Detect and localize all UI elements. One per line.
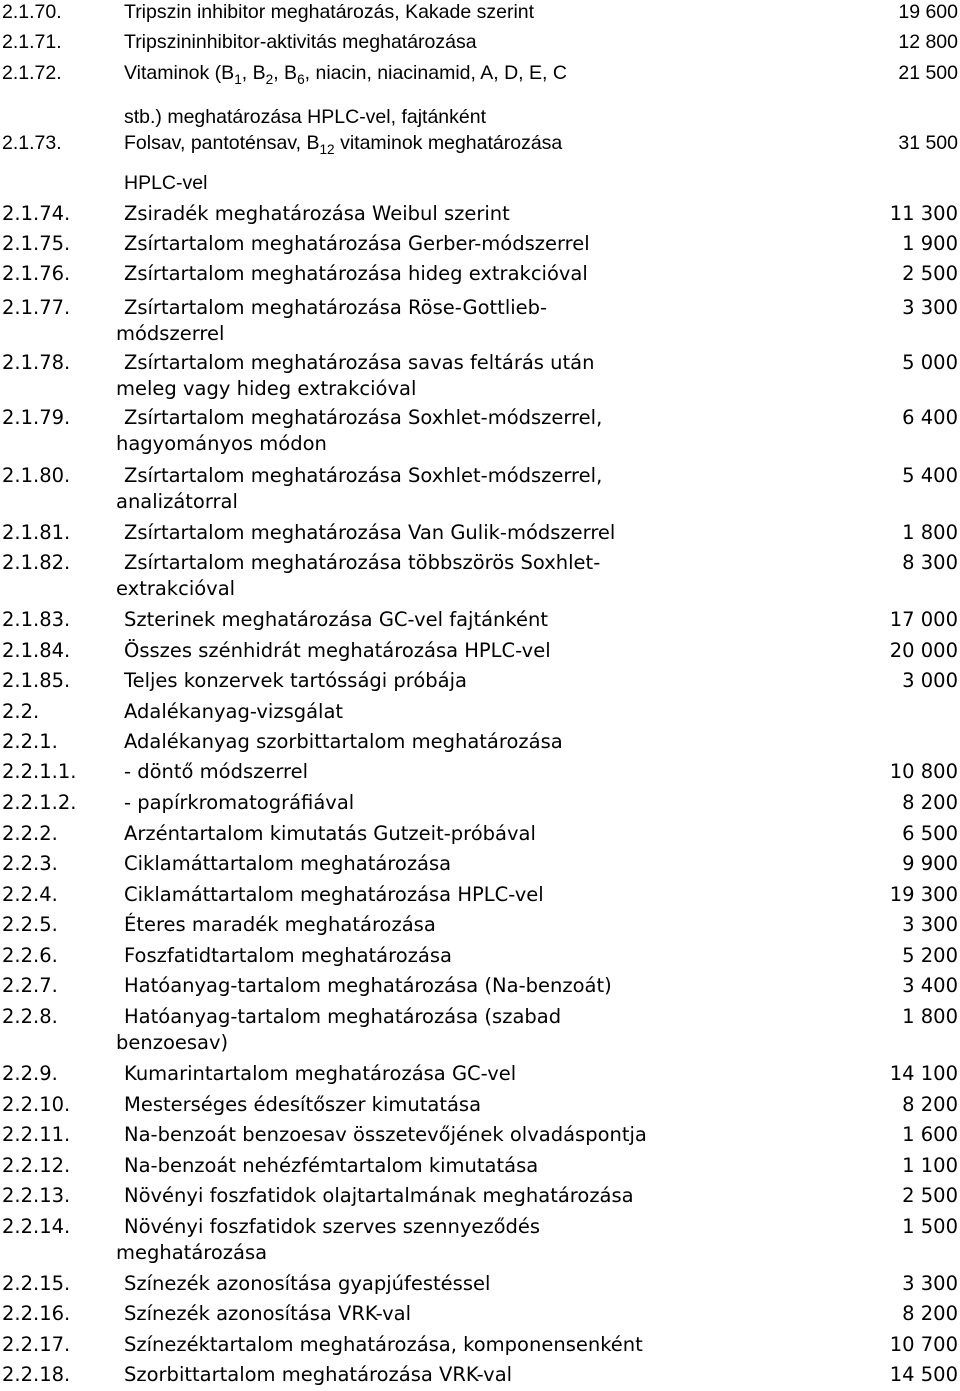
- item-description-line1: Színezéktartalom meghatározása, komponensenként: [124, 1333, 643, 1356]
- item-description: [124, 60, 684, 130]
- item-description-line1: Zsírtartalom meghatározása Röse-Gottlieb-: [124, 296, 548, 319]
- item-price: 1 100: [902, 1154, 958, 1177]
- item-number: 2.1.75.: [2, 232, 71, 255]
- item-number: 2.2.11.: [2, 1123, 71, 1146]
- item-description-line2: hagyományos módon: [116, 432, 327, 455]
- item-description-line2: benzoesav): [116, 1031, 229, 1054]
- item-description-line1: Színezék azonosítása gyapjúfestéssel: [124, 1272, 491, 1295]
- item-price: 6 500: [902, 822, 958, 845]
- item-description-line1: Mesterséges édesítőszer kimutatása: [124, 1093, 482, 1116]
- item-description-line2: meghatározása: [116, 1241, 268, 1264]
- item-description: [124, 638, 684, 664]
- item-price: 5 200: [902, 944, 958, 967]
- item-number: 2.1.81.: [2, 521, 71, 544]
- item-description: [124, 1061, 684, 1087]
- item-number: 2.2.13.: [2, 1184, 71, 1207]
- item-description: [124, 1153, 684, 1179]
- item-price: 19 600: [898, 1, 958, 23]
- item-description-line1: Növényi foszfatidok szerves szennyeződés: [124, 1215, 541, 1238]
- item-description: [116, 1004, 684, 1056]
- item-description: [124, 729, 684, 755]
- item-number: 2.1.82.: [2, 551, 71, 574]
- item-number: 2.2.1.: [2, 730, 58, 753]
- item-price: 11 300: [889, 202, 958, 225]
- item-description: [124, 261, 684, 287]
- item-description-line2: analizátorral: [116, 490, 238, 513]
- item-description: [124, 821, 684, 847]
- item-price: 31 500: [898, 132, 958, 154]
- item-price: 3 400: [902, 974, 958, 997]
- item-description-line1: Zsírtartalom meghatározása Gerber-módszerrel: [124, 232, 590, 255]
- item-description: [124, 882, 684, 908]
- item-description: [124, 1362, 684, 1388]
- item-price: 8 200: [902, 1093, 958, 1116]
- item-description: [124, 1183, 684, 1209]
- item-description: [124, 1122, 684, 1148]
- item-price: 19 300: [889, 883, 958, 906]
- item-number: 2.1.71.: [2, 31, 62, 53]
- item-description: [124, 943, 684, 969]
- item-number: 2.2.4.: [2, 883, 58, 906]
- item-description: [124, 520, 684, 546]
- item-price: 8 200: [902, 791, 958, 814]
- item-description-line1: Növényi foszfatidok olajtartalmának meghatározása: [124, 1184, 634, 1207]
- item-description: [124, 668, 684, 694]
- item-price: 6 400: [902, 406, 958, 429]
- item-price: 10 800: [889, 760, 958, 783]
- item-price: 20 000: [889, 639, 958, 662]
- item-description-line2: HPLC-vel: [124, 172, 208, 194]
- item-description-line1: Na-benzoát nehézfémtartalom kimutatása: [124, 1154, 539, 1177]
- item-description-line1: Zsírtartalom meghatározása savas feltárás után: [124, 351, 595, 374]
- item-price: 8 200: [902, 1302, 958, 1325]
- subscript: 2: [265, 71, 274, 87]
- item-number: 2.2.18.: [2, 1363, 71, 1386]
- item-description-line2: stb.) meghatározása HPLC-vel, fajtánként: [124, 106, 487, 128]
- item-number: 2.2.17.: [2, 1333, 71, 1356]
- item-number: 2.2.2.: [2, 822, 58, 845]
- item-number: 2.1.73.: [2, 132, 62, 154]
- item-price: 2 500: [902, 1184, 958, 1207]
- item-price: 2 500: [902, 262, 958, 285]
- item-description: [124, 1092, 684, 1118]
- item-description: [124, 130, 684, 196]
- item-number: 2.2.1.2.: [2, 791, 77, 814]
- item-description-line1: Színezék azonosítása VRK-val: [124, 1302, 412, 1325]
- item-price: 5 000: [902, 351, 958, 374]
- item-price: 1 500: [902, 1215, 958, 1238]
- item-description-line1: Na-benzoát benzoesav összetevőjének olvadáspontja: [124, 1123, 647, 1146]
- item-description-line1: - döntő módszerrel: [124, 760, 309, 783]
- item-price: 3 300: [902, 913, 958, 936]
- item-description: [116, 405, 684, 457]
- item-description-line1: Zsírtartalom meghatározása hideg extrakcióval: [124, 262, 588, 285]
- item-description: [116, 550, 684, 602]
- item-description: [124, 851, 684, 877]
- item-number: 2.1.84.: [2, 639, 71, 662]
- item-number: 2.1.80.: [2, 464, 71, 487]
- item-price: 10 700: [889, 1333, 958, 1356]
- item-description: [124, 1332, 684, 1358]
- item-description-line1: Hatóanyag-tartalom meghatározása (szabad: [124, 1005, 562, 1028]
- item-description-line2: módszerrel: [116, 322, 225, 345]
- item-description: [124, 607, 684, 633]
- item-description-line1: Kumarintartalom meghatározása GC-vel: [124, 1062, 517, 1085]
- item-description-line1: Ciklamáttartalom meghatározása HPLC-vel: [124, 883, 544, 906]
- subscript: 6: [297, 71, 305, 87]
- item-price: 12 800: [898, 31, 958, 53]
- item-description-line1: Tripszin inhibitor meghatározás, Kakade szerint: [124, 1, 535, 23]
- item-price: 17 000: [889, 608, 958, 631]
- item-price: 1 900: [902, 232, 958, 255]
- item-description: [124, 912, 684, 938]
- item-description-line1: Adalékanyag-vizsgálat: [124, 700, 344, 723]
- item-price: 14 500: [889, 1363, 958, 1386]
- item-number: 2.2.10.: [2, 1093, 71, 1116]
- item-description-line2: extrakcióval: [116, 577, 236, 600]
- item-description-line1: [124, 132, 563, 157]
- item-description-line1: Zsírtartalom meghatározása Soxhlet-módszerrel,: [124, 464, 603, 487]
- item-number: 2.2.7.: [2, 974, 58, 997]
- text-part: , niacin, niacinamid, A, D, E, C: [304, 62, 567, 84]
- subscript: 1: [234, 71, 242, 87]
- item-number: 2.1.70.: [2, 1, 62, 23]
- item-description-line1: Foszfatidtartalom meghatározása: [124, 944, 452, 967]
- item-description-line1: Szorbittartalom meghatározása VRK-val: [124, 1363, 513, 1386]
- item-number: 2.1.85.: [2, 669, 71, 692]
- item-description-line1: - papírkromatográfiával: [124, 791, 355, 814]
- item-description-line1: Szterinek meghatározása GC-vel fajtánként: [124, 608, 549, 631]
- item-description: [124, 29, 684, 55]
- item-number: 2.2.9.: [2, 1062, 58, 1085]
- item-description: [116, 463, 684, 515]
- item-description-line1: Zsírtartalom meghatározása Van Gulik-módszerrel: [124, 521, 616, 544]
- text-part: Vitaminok (B: [124, 62, 235, 84]
- item-description: [124, 0, 684, 25]
- item-price: 3 300: [902, 296, 958, 319]
- item-price: 14 100: [889, 1062, 958, 1085]
- item-description: [124, 973, 684, 999]
- item-description: [116, 295, 684, 347]
- item-description: [124, 1271, 684, 1297]
- item-price: 1 800: [902, 1005, 958, 1028]
- item-number: 2.1.74.: [2, 202, 71, 225]
- item-description-line1: Ciklamáttartalom meghatározása: [124, 852, 452, 875]
- item-price: 9 900: [902, 852, 958, 875]
- item-number: 2.2.3.: [2, 852, 58, 875]
- item-description-line1: Összes szénhidrát meghatározása HPLC-vel: [124, 639, 551, 662]
- item-description-line1: [124, 62, 567, 87]
- item-number: 2.2.14.: [2, 1215, 71, 1238]
- item-number: 2.1.72.: [2, 62, 62, 84]
- item-description: [124, 231, 684, 257]
- item-description-line1: Arzéntartalom kimutatás Gutzeit-próbával: [124, 822, 536, 845]
- text-part: , B: [273, 62, 298, 84]
- item-price: 1 800: [902, 521, 958, 544]
- item-number: 2.2.6.: [2, 944, 58, 967]
- subscript: 12: [319, 141, 335, 157]
- item-description: [116, 350, 684, 402]
- item-number: 2.2.12.: [2, 1154, 71, 1177]
- item-number: 2.2.1.1.: [2, 760, 77, 783]
- item-description-line1: Tripszininhibitor-aktivitás meghatározása: [124, 31, 477, 53]
- item-number: 2.2.5.: [2, 913, 58, 936]
- item-number: 2.1.78.: [2, 351, 71, 374]
- item-price: 21 500: [898, 62, 958, 84]
- item-price: 1 600: [902, 1123, 958, 1146]
- item-description: [124, 759, 684, 785]
- item-number: 2.1.76.: [2, 262, 71, 285]
- item-price: 3 000: [902, 669, 958, 692]
- item-description: [116, 1214, 684, 1266]
- item-description: [124, 1301, 684, 1327]
- item-description-line1: Teljes konzervek tartóssági próbája: [124, 669, 467, 692]
- item-number: 2.2.15.: [2, 1272, 71, 1295]
- item-number: 2.1.79.: [2, 406, 71, 429]
- item-price: 3 300: [902, 1272, 958, 1295]
- item-description-line1: Zsírtartalom meghatározása Soxhlet-módszerrel,: [124, 406, 603, 429]
- item-description-line2: meleg vagy hideg extrakcióval: [116, 377, 417, 400]
- item-description: [124, 790, 684, 816]
- item-description-line1: Hatóanyag-tartalom meghatározása (Na-benzoát): [124, 974, 612, 997]
- item-description-line1: Zsírtartalom meghatározása többszörös Soxhlet-: [124, 551, 601, 574]
- item-number: 2.2.: [2, 700, 40, 723]
- item-description: [124, 699, 684, 725]
- item-description-line1: Éteres maradék meghatározása: [124, 913, 436, 936]
- item-description-line1: Zsiradék meghatározása Weibul szerint: [124, 202, 510, 225]
- item-price: 5 400: [902, 464, 958, 487]
- item-description: [124, 201, 684, 227]
- item-number: 2.2.16.: [2, 1302, 71, 1325]
- item-number: 2.1.83.: [2, 608, 71, 631]
- item-price: 8 300: [902, 551, 958, 574]
- item-description-line1: Adalékanyag szorbittartalom meghatározása: [124, 730, 563, 753]
- text-part: , B: [241, 62, 266, 84]
- text-part: vitaminok meghatározása: [334, 132, 563, 154]
- text-part: Folsav, pantoténsav, B: [124, 132, 320, 154]
- item-number: 2.1.77.: [2, 296, 71, 319]
- item-number: 2.2.8.: [2, 1005, 58, 1028]
